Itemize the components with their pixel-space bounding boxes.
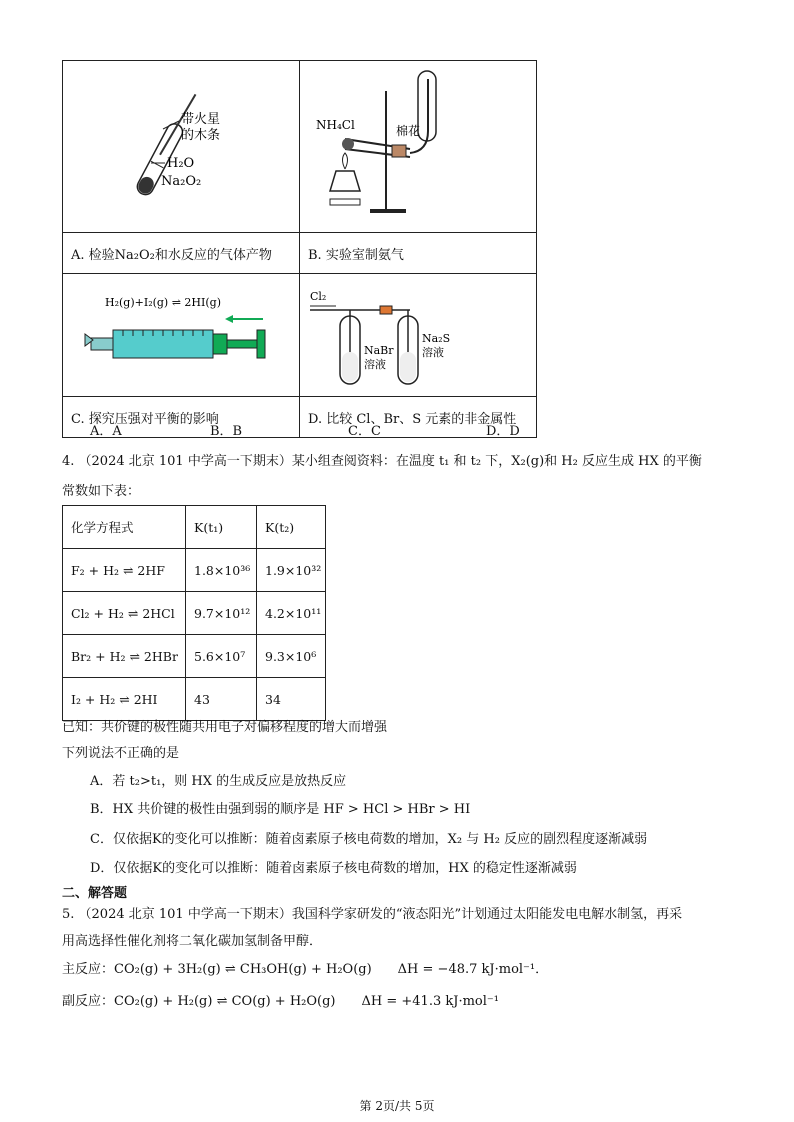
table-row <box>63 592 326 635</box>
row-k-t2: 34 <box>257 678 326 721</box>
q3-option-b[interactable]: B．B <box>210 424 243 439</box>
table-row <box>63 549 326 592</box>
label-stick2: 的木条 <box>181 128 221 143</box>
label-nabr-solution: 溶液 <box>364 358 386 371</box>
q3-option-c[interactable]: C．C <box>348 424 381 439</box>
caption-b: B. 实验室制氨气 <box>300 233 537 274</box>
apparatus-a-figure <box>63 61 299 228</box>
q4-stem-line2: 常数如下表： <box>62 484 141 499</box>
row-k-t2: 9.3×10⁶ <box>257 635 326 678</box>
caption-d: D. 比较 Cl、Br、S 元素的非金属性 <box>300 397 537 438</box>
section-heading: 二、解答题 <box>62 886 128 901</box>
q4-known: 已知：共价键的极性随共用电子对偏移程度的增大而增强 <box>62 720 388 735</box>
q4-option-a[interactable]: A．若 t₂>t₁，则 HX 的生成反应是放热反应 <box>90 774 347 789</box>
label-h2o: H₂O <box>167 156 195 171</box>
q3-option-a[interactable]: A．A <box>90 424 122 439</box>
label-cl2: Cl₂ <box>310 290 327 303</box>
apparatus-d-cell <box>300 274 537 397</box>
q4-option-c[interactable]: C．仅依据K的变化可以推断：随着卤素原子核电荷数的增加，X₂ 与 H₂ 反应的剧烈程度逐渐减弱 <box>90 832 648 847</box>
label-c-eq: H₂(g)+I₂(g) ⇌ 2HI(g) <box>105 296 221 309</box>
header-k-t2: K(t₂) <box>257 506 326 549</box>
row-equation: I₂ + H₂ ⇌ 2HI <box>63 678 186 721</box>
row-equation: Cl₂ + H₂ ⇌ 2HCl <box>63 592 186 635</box>
q4-option-d[interactable]: D．仅依据K的变化可以推断：随着卤素原子核电荷数的增加，HX 的稳定性逐渐减弱 <box>90 861 577 876</box>
apparatus-a-cell <box>63 61 300 233</box>
apparatus-d-figure <box>300 274 536 392</box>
label-na2o2: Na₂O₂ <box>161 174 202 189</box>
row-equation: Br₂ + H₂ ⇌ 2HBr <box>63 635 186 678</box>
row-k-t2: 1.9×10³² <box>257 549 326 592</box>
label-cotton: 棉花 <box>396 124 421 138</box>
q5-line2: 用高选择性催化剂将二氧化碳加氢制备甲醇． <box>62 934 323 949</box>
side-reaction: 副反应：CO₂(g) + H₂(g) ⇌ CO(g) + H₂O(g) ΔH = +41.3 kJ·mol⁻¹ <box>62 994 499 1009</box>
label-na2s-solution: 溶液 <box>422 346 444 359</box>
row-k-t2: 4.2×10¹¹ <box>257 592 326 635</box>
row-k-t1: 1.8×10³⁶ <box>186 549 257 592</box>
row-k-t1: 9.7×10¹² <box>186 592 257 635</box>
label-nabr: NaBr <box>364 344 394 357</box>
table-row <box>63 678 326 721</box>
apparatus-c-cell <box>63 274 300 397</box>
label-stick: 带火星 <box>181 112 221 127</box>
q4-option-b[interactable]: B．HX 共价键的极性由强到弱的顺序是 HF > HCl > HBr > HI <box>90 802 471 817</box>
q3-option-d[interactable]: D．D <box>486 424 520 439</box>
table-header-row <box>63 506 326 549</box>
apparatus-c-figure <box>63 274 299 392</box>
q5-line1: 5. （2024 北京 101 中学高一下期末）我国科学家研发的“液态阳光”计划通过太阳能发电电解水制氢，再采 <box>62 907 683 922</box>
caption-c: C. 探究压强对平衡的影响 <box>63 397 300 438</box>
q4-question: 下列说法不正确的是 <box>62 746 180 761</box>
caption-a: A. 检验Na₂O₂和水反应的气体产物 <box>63 233 300 274</box>
page-footer: 第 2页/共 5页 <box>359 1099 435 1113</box>
label-na2s: Na₂S <box>422 332 451 345</box>
q4-stem-line1: 4. （2024 北京 101 中学高一下期末）某小组查阅资料：在温度 t₁ 和 t₂ 下，X₂(g)和 H₂ 反应生成 HX 的平衡 <box>62 454 702 469</box>
row-k-t1: 5.6×10⁷ <box>186 635 257 678</box>
q4-equilibrium-table <box>62 505 326 721</box>
q3-apparatus-table <box>62 60 537 438</box>
header-equation: 化学方程式 <box>63 506 186 549</box>
apparatus-b-cell <box>300 61 537 233</box>
header-k-t1: K(t₁) <box>186 506 257 549</box>
main-reaction: 主反应：CO₂(g) + 3H₂(g) ⇌ CH₃OH(g) + H₂O(g) ΔH = −48.7 kJ·mol⁻¹． <box>62 962 549 977</box>
row-k-t1: 43 <box>186 678 257 721</box>
apparatus-b-figure <box>300 61 536 228</box>
table-row <box>63 635 326 678</box>
label-nh4cl: NH₄Cl <box>316 118 355 132</box>
row-equation: F₂ + H₂ ⇌ 2HF <box>63 549 186 592</box>
